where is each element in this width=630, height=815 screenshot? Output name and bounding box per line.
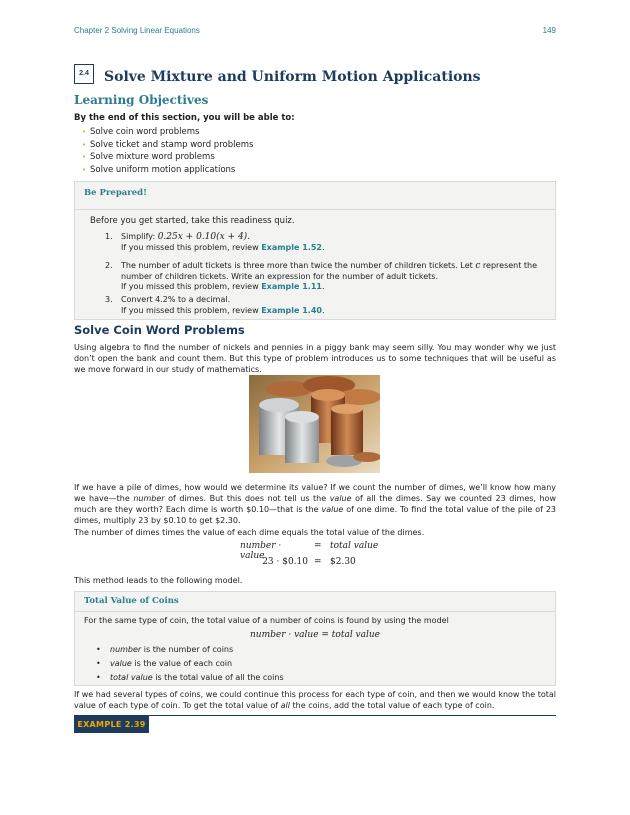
objective-item: • Solve coin word problems [82,127,200,137]
equation-row: number · value = total value [240,541,379,561]
paragraph-dimes [74,482,556,526]
emphasis-text: number [133,494,165,503]
paragraph-closing [74,689,556,711]
paragraph-dimes-value: The number of dimes times the value of each dime equals the total value of the dimes. [74,528,425,537]
be-prepared-heading: Be Prepared! [84,188,147,198]
emphasis-text: value [329,494,352,503]
objective-item: • Solve mixture word problems [82,152,215,162]
total-value-heading: Total Value of Coins [84,596,179,606]
review-link[interactable]: Example 1.40 [261,305,322,315]
bullet-icon: • [82,128,87,136]
subsection-heading: Solve Coin Word Problems [74,323,245,337]
coins-image-icon [249,375,380,473]
objective-item: • Solve uniform motion applications [82,164,236,175]
quiz-item: 1. Simplify: 0.25x + 0.10(x + 4). If you missed this problem, review Example 1.52. [105,232,325,252]
bullet-icon: • [96,673,101,682]
objectives-intro: By the end of this section, you will be able to: [74,113,295,123]
text-run: If we had several types of coins, we could continue this process for each type of coin, and then we would know the total value of each type of coin. To get the total value of [74,690,556,710]
bullet-icon: • [96,645,101,654]
be-prepared-intro: Before you get started, take this readiness quiz. [90,216,295,226]
bullet-icon: • [82,153,87,161]
text-run: the coins, add the total value of each type of coin. [289,701,495,710]
quiz-item: 3. Convert 4.2% to a decimal. If you missed this problem, review Example 1.40. [105,295,325,315]
total-value-text: For the same type of coin, the total value of a number of coins is found by using the model [84,616,449,625]
review-link[interactable]: Example 1.52 [261,242,322,252]
paragraph-model-intro: This method leads to the following model. [74,576,243,585]
example-label: EXAMPLE 2.39 [74,716,149,733]
model-formula: number · value = total value [249,630,381,640]
bullet-icon: • [82,140,87,149]
section-title: Solve Mixture and Uniform Motion Applications [104,69,481,85]
coins-photo [249,375,380,473]
emphasis-text: all [280,701,290,710]
text-run: of one dime. To find the total value of the pile of 23 dimes, multiply 23 by $0.10 to get $2.30. [74,505,556,525]
definition-item: • total value is the total value of all the coins [96,671,284,685]
page-number: 149 [542,26,556,35]
paragraph-intro: Using algebra to find the number of nickels and pennies in a piggy bank may seem silly. You may wonder why we just don’t open the bank and count them. But this type of problem introduces us to some techniques that will be useful as we move forward in our study of mathematics. [74,343,556,374]
definition-item: • value is the value of each coin [96,657,284,671]
equation-row: 23 · $0.10 = $2.30 [262,557,356,567]
quiz-item: 2. The number of adult tickets is three more than twice the number of children tickets. Let c represent the number of children tickets. Write an expression for the number of adult tickets. If you missed this problem, review Example 1.11. [105,261,538,291]
objective-item: • Solve ticket and stamp word problems [82,139,254,150]
review-link[interactable]: Example 1.11 [261,282,322,291]
section-number-badge: 2.4 [74,64,94,84]
text-run: of dimes. But this does not tell us the [164,494,330,503]
bullet-icon: • [96,659,101,668]
running-header-chapter: Chapter 2 Solving Linear Equations [74,26,200,35]
divider [74,611,556,612]
text-run: If we have a pile of dimes, how would we determine its value? If we count the number of dimes, we’ll know how many we have—the [74,483,556,503]
definitions-list [96,643,284,685]
definition-item: • number is the number of coins [96,643,284,657]
divider [74,209,556,210]
objectives-list [82,126,253,176]
emphasis-text: value [321,505,344,514]
bullet-icon: • [82,165,87,174]
text-run: of all the dimes. Say we counted 23 dimes, how much are they worth? Each dime is worth $0.10—that is the [74,494,556,514]
objectives-heading: Learning Objectives [74,93,209,107]
